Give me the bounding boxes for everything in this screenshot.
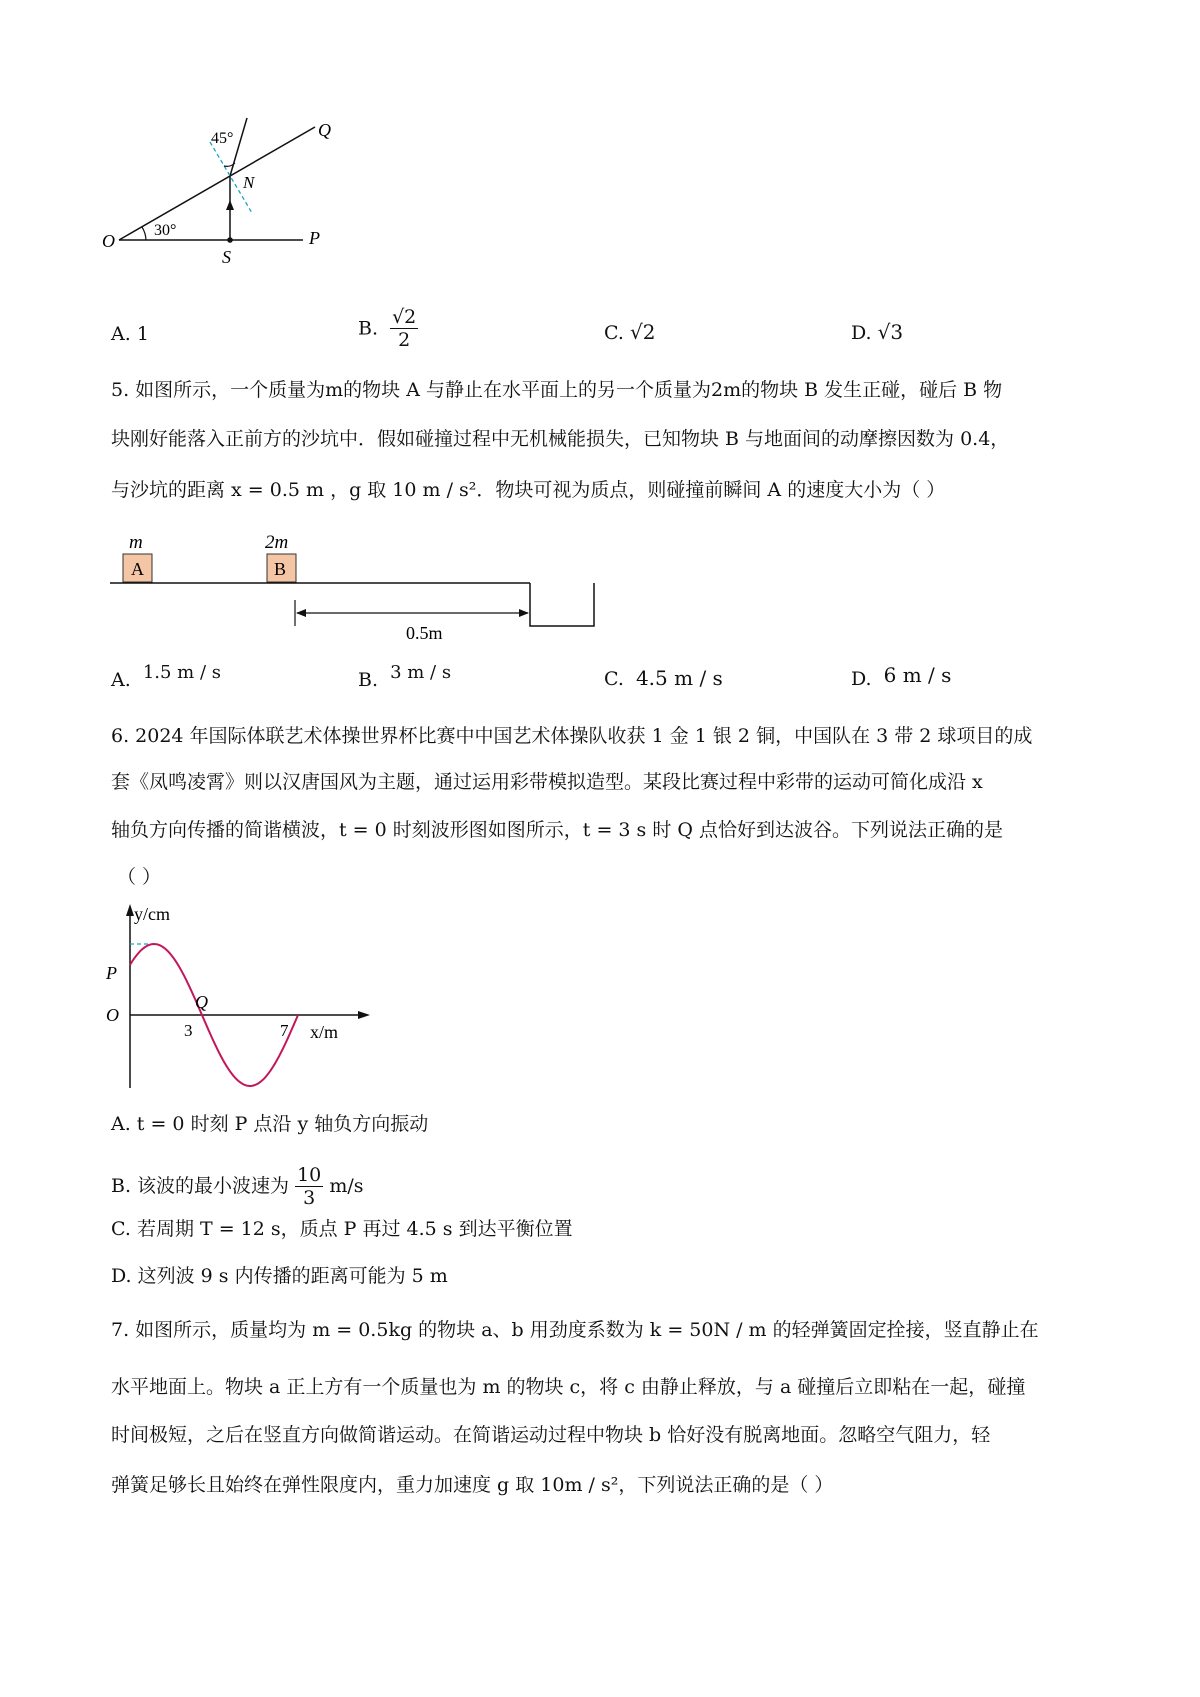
- label-Q: Q: [195, 992, 208, 1012]
- q6-text-line2: 套《凤鸣凌霄》则以汉唐国风为主题，通过运用彩带模拟造型。某段比赛过程中彩带的运动可简化成沿 x: [111, 771, 983, 793]
- label-P: P: [309, 228, 320, 248]
- q6-text-line3: 轴负方向传播的简谐横波，t = 0 时刻波形图如图所示，t = 3 s 时 Q 点恰好到达波谷。下列说法正确的是: [111, 819, 1003, 841]
- y-axis-label: y/cm: [134, 904, 170, 924]
- q6-option-a[interactable]: A. t = 0 时刻 P 点沿 y 轴负方向振动: [111, 1113, 429, 1135]
- q4-figure: [100, 110, 360, 270]
- q7-text-line3: 时间极短，之后在竖直方向做简谐运动。在简谐运动过程中物块 b 恰好没有脱离地面。忽略空气阻力，轻: [111, 1424, 991, 1446]
- q4-option-b[interactable]: B. $\frac{√2}{2}$: [358, 306, 417, 351]
- block-b-label: B: [274, 559, 287, 579]
- q5-text-line1: 5. 如图所示，一个质量为m的物块 A 与静止在水平面上的另一个质量为2m的物块 B 发生正碰，碰后 B 物: [111, 379, 1003, 401]
- label-O: O: [106, 1005, 119, 1025]
- q5-option-b[interactable]: B. 3 m / s: [358, 662, 452, 691]
- q5-option-a[interactable]: A. 1.5 m / s: [111, 662, 221, 691]
- mass-b-label: 2m: [265, 532, 289, 553]
- sand-pit: [530, 583, 594, 626]
- q7-text-line4: 弹簧足够长且始终在弹性限度内，重力加速度 g 取 10m / s²，下列说法正确的是（ ）: [111, 1474, 834, 1496]
- q6-option-c[interactable]: C. 若周期 T = 12 s，质点 P 再过 4.5 s 到达平衡位置: [111, 1218, 573, 1240]
- tick-7: 7: [280, 1021, 289, 1040]
- q6-figure: [100, 898, 390, 1093]
- mass-a-label: m: [129, 532, 143, 553]
- y-axis-arrow-icon: [126, 904, 134, 916]
- q4-option-a[interactable]: A. 1: [111, 323, 149, 345]
- q5-figure: [100, 528, 610, 643]
- q5-option-d[interactable]: D. 6 m / s: [851, 663, 952, 690]
- label-45: 45°: [211, 130, 234, 147]
- q4-option-d[interactable]: D. √3: [851, 320, 904, 344]
- q7-text-line2: 水平地面上。物块 a 正上方有一个质量也为 m 的物块 c，将 c 由静止释放，与 a 碰撞后立即粘在一起，碰撞: [111, 1376, 1026, 1398]
- tick-3: 3: [184, 1021, 193, 1040]
- label-S: S: [222, 247, 231, 267]
- x-axis-label: x/m: [310, 1022, 339, 1042]
- q6-option-b[interactable]: B. 该波的最小波速为 $\frac{10}{3}$ m/s: [111, 1163, 364, 1209]
- q5-text-line2: 块刚好能落入正前方的沙坑中．假如碰撞过程中无机械能损失，已知物块 B 与地面间的动摩擦因数为 0.4，: [111, 428, 1010, 450]
- label-N: N: [243, 173, 255, 192]
- q4-option-c[interactable]: C. √2: [604, 320, 656, 344]
- x-axis-arrow-icon: [358, 1011, 370, 1019]
- distance-label: 0.5m: [406, 623, 443, 643]
- angle-30-arc: [142, 227, 146, 240]
- point-S: [227, 237, 233, 243]
- label-O: O: [102, 231, 115, 251]
- label-Q: Q: [318, 120, 331, 140]
- ray-arrow-icon: [226, 200, 234, 210]
- arrow-left-icon: [296, 609, 306, 617]
- q5-text-line3: 与沙坑的距离 x = 0.5 m ，g 取 10 m / s²．物块可视为质点，则碰撞前瞬间 A 的速度大小为（ ）: [111, 479, 946, 501]
- q5-option-c[interactable]: C. 4.5 m / s: [604, 666, 723, 690]
- label-P: P: [106, 963, 117, 983]
- q6-text-line4: （ ）: [117, 866, 162, 888]
- label-30: 30°: [154, 222, 177, 239]
- q6-text-line1: 6. 2024 年国际体联艺术体操世界杯比赛中中国艺术体操队收获 1 金 1 银 2 铜，中国队在 3 带 2 球项目的成: [111, 725, 1033, 747]
- block-a-label: A: [131, 559, 144, 579]
- q6-option-d[interactable]: D. 这列波 9 s 内传播的距离可能为 5 m: [111, 1265, 448, 1287]
- q7-text-line1: 7. 如图所示，质量均为 m = 0.5kg 的物块 a、b 用劲度系数为 k = 50N / m 的轻弹簧固定拴接，竖直静止在: [111, 1319, 1039, 1341]
- arrow-right-icon: [519, 609, 529, 617]
